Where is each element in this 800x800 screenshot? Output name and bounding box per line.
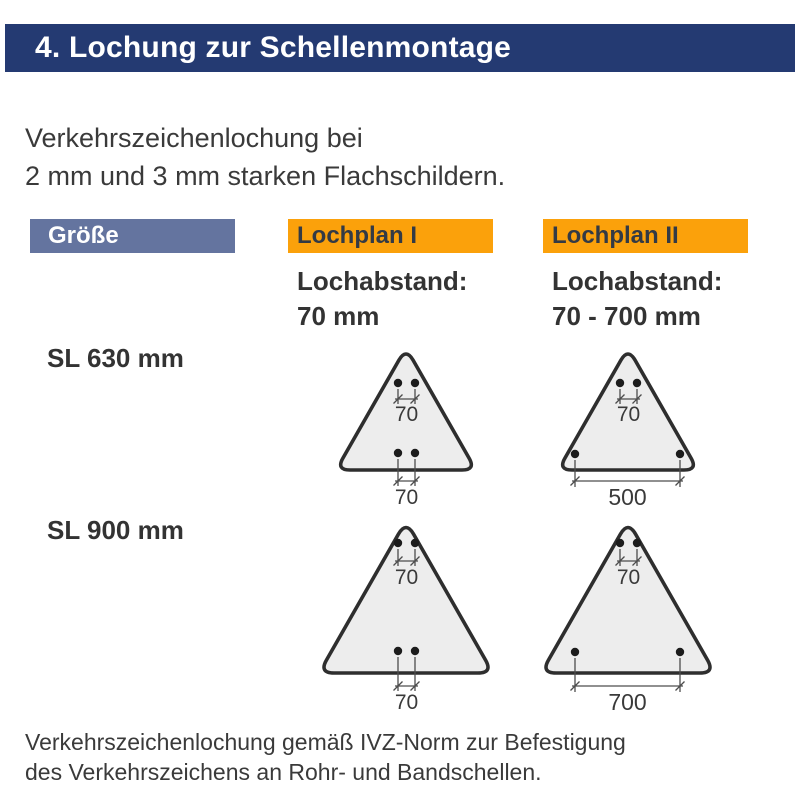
dimension-label: 70 xyxy=(394,691,419,714)
column-header-lochplan1-label: Lochplan I xyxy=(297,222,417,249)
column-header-lochplan2-label: Lochplan II xyxy=(552,222,679,249)
mounting-hole xyxy=(571,648,579,656)
lochplan1-subtitle-line1: Lochabstand: xyxy=(297,266,468,296)
mounting-hole xyxy=(571,450,579,458)
diagram-sl630-lochplan2 xyxy=(563,354,694,510)
mounting-hole xyxy=(411,449,419,457)
footer-text-line2: des Verkehrszeichens an Rohr- und Bandschellen. xyxy=(25,759,542,785)
intro-text-line2: 2 mm und 3 mm starken Flachschildern. xyxy=(25,161,506,191)
mounting-hole xyxy=(394,539,402,547)
footer-text xyxy=(25,727,626,787)
mounting-hole xyxy=(411,647,419,655)
dimension-label: 70 xyxy=(616,566,641,589)
dimension-label: 700 xyxy=(608,689,647,715)
dimension-label: 500 xyxy=(608,484,647,510)
row-label-sl900: SL 900 mm xyxy=(47,515,184,545)
lochplan2-subtitle-line1: Lochabstand: xyxy=(552,266,723,296)
footer-text-line1: Verkehrszeichenlochung gemäß IVZ-Norm zur Befestigung xyxy=(25,729,626,755)
mounting-hole xyxy=(616,539,624,547)
dimension-label: 70 xyxy=(394,566,419,589)
diagram-sl900-lochplan1 xyxy=(324,528,488,715)
column-header-groesse-label: Größe xyxy=(48,222,119,249)
mounting-hole xyxy=(394,647,402,655)
mounting-hole xyxy=(411,539,419,547)
sign-outline xyxy=(324,528,488,674)
diagram-sl630-lochplan1 xyxy=(341,354,472,509)
mounting-hole xyxy=(394,379,402,387)
lochplan1-subtitle-line2: 70 mm xyxy=(297,301,380,331)
diagram-sl900-lochplan2 xyxy=(546,528,710,716)
mounting-hole xyxy=(411,379,419,387)
lochplan2-subtitle-line2: 70 - 700 mm xyxy=(552,301,701,331)
intro-text-line1: Verkehrszeichenlochung bei xyxy=(25,123,363,153)
mounting-hole xyxy=(676,648,684,656)
sign-outline xyxy=(546,528,710,674)
mounting-hole xyxy=(616,379,624,387)
mounting-hole xyxy=(633,539,641,547)
page-title: 4. Lochung zur Schellenmontage xyxy=(35,31,512,64)
mounting-hole xyxy=(394,449,402,457)
dimension-label: 70 xyxy=(394,486,419,509)
row-label-sl630: SL 630 mm xyxy=(47,343,184,373)
dimension-label: 70 xyxy=(394,403,419,426)
mounting-hole xyxy=(633,379,641,387)
mounting-hole xyxy=(676,450,684,458)
dimension-label: 70 xyxy=(616,403,641,426)
